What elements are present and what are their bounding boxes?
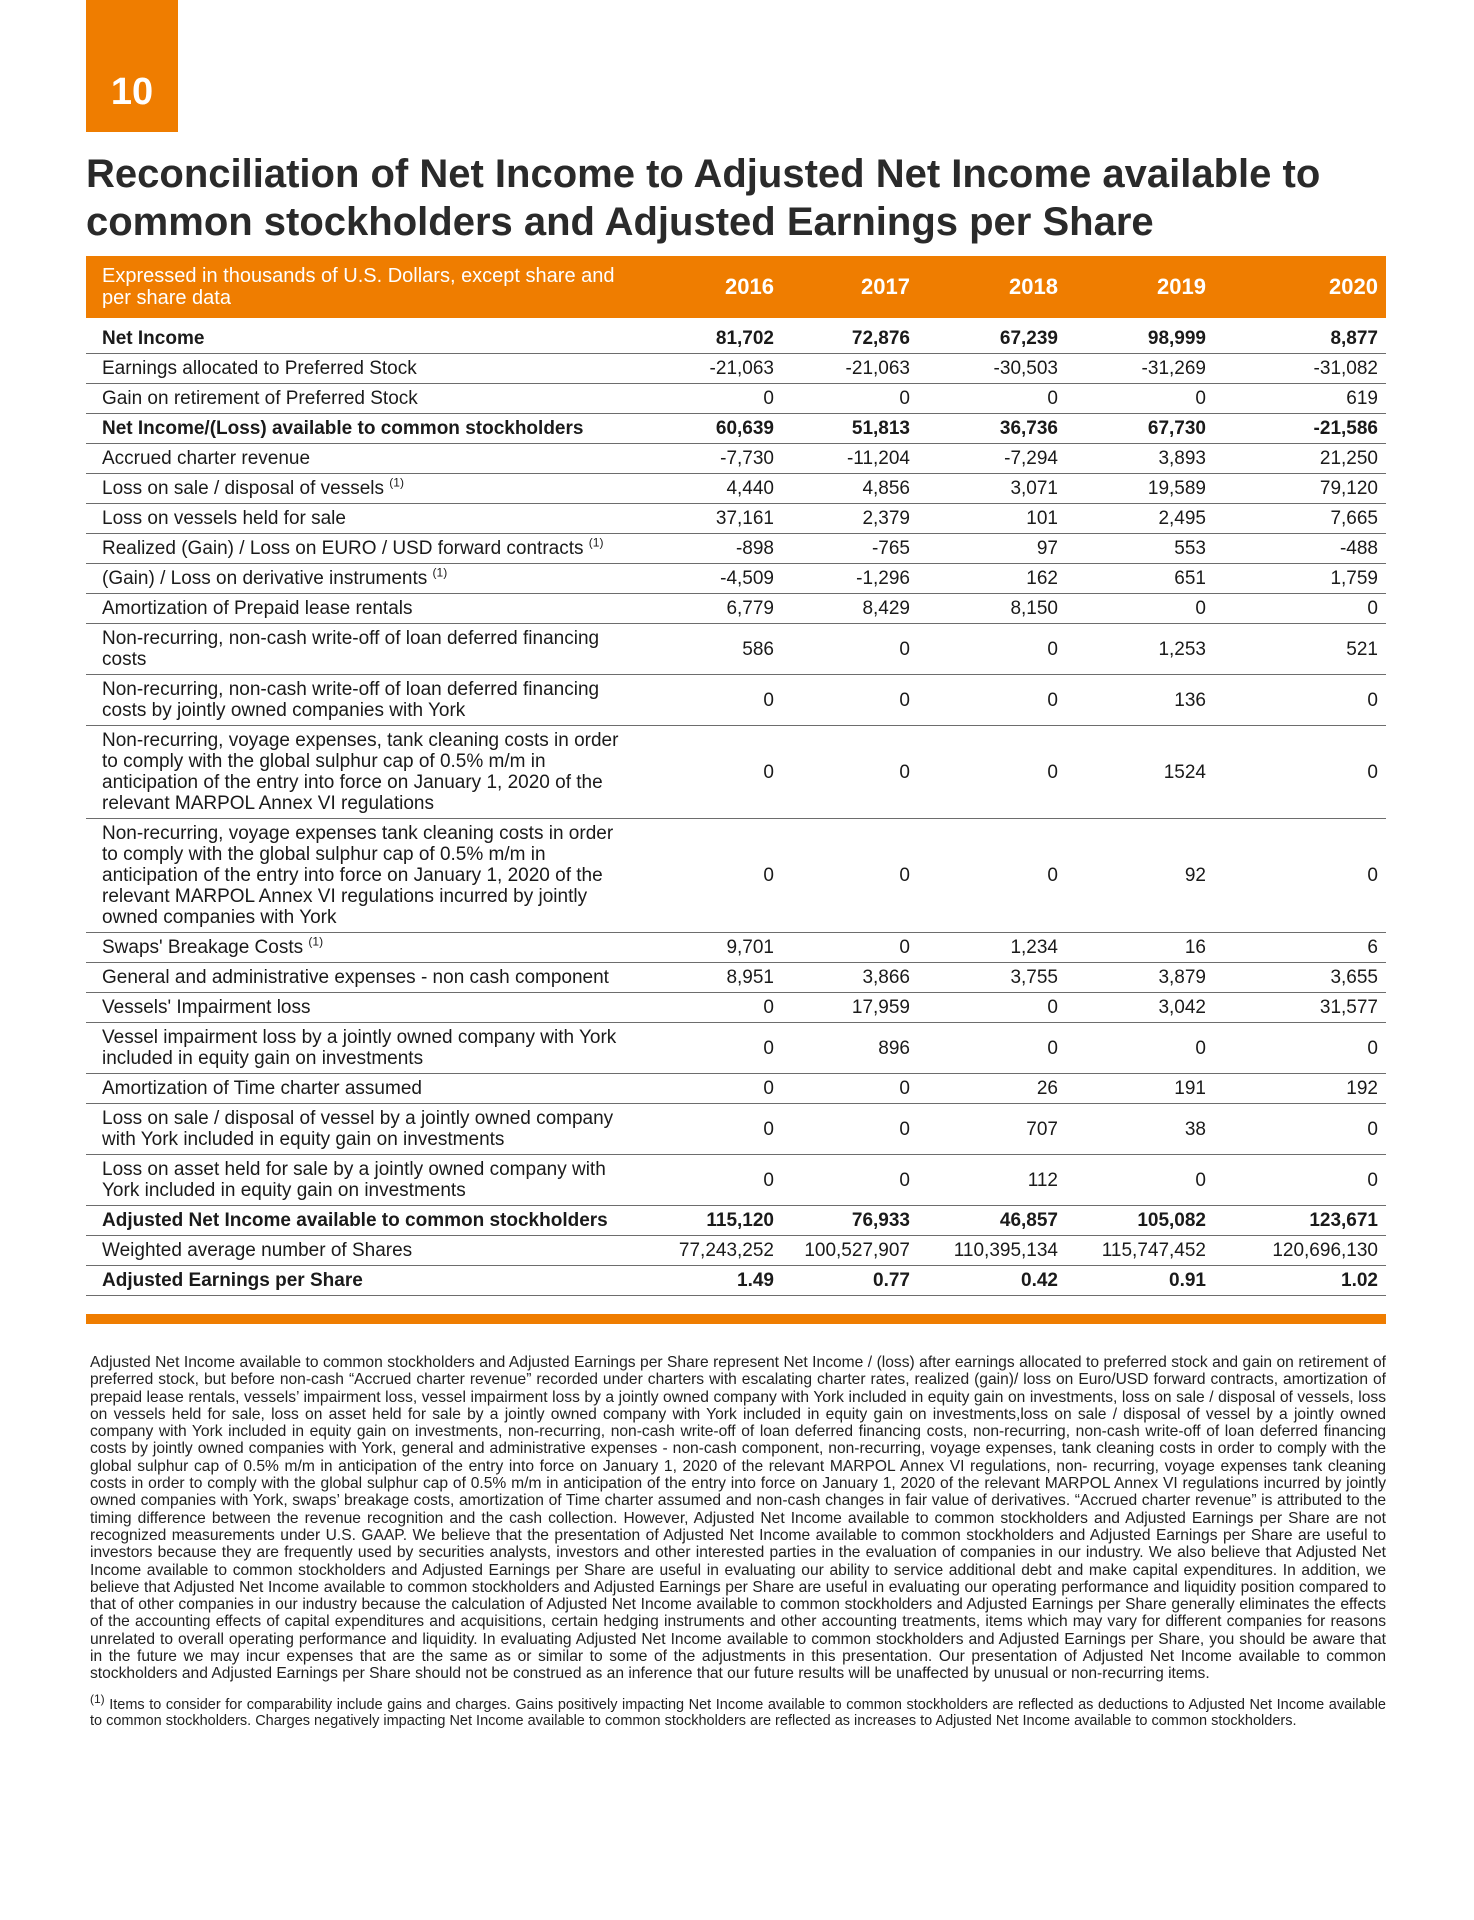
value-cell-2017: 17,959 [782,993,918,1023]
value-cell-2018: 0 [918,819,1066,933]
value-cell-2018: 162 [918,564,1066,594]
value-cell-2016: 0 [634,384,782,414]
value-cell-2020: 0 [1214,1023,1386,1074]
row-label-text: Amortization of Time charter assumed [102,1078,422,1099]
table-row [86,1266,1386,1296]
year-header: 2019 [1066,256,1214,318]
value-cell-2016: 9,701 [634,933,782,963]
value-cell-2017: 0 [782,1074,918,1104]
value-cell-2019: 19,589 [1066,474,1214,504]
table-row [86,414,1386,444]
value-cell-2019: 136 [1066,675,1214,726]
value-cell-2019: 651 [1066,564,1214,594]
page-number: 10 [110,71,154,113]
table-row [86,474,1386,504]
value-cell-2019: 3,879 [1066,963,1214,993]
value-cell-2016: 0 [634,1104,782,1155]
row-label-text: Non-recurring, voyage expenses tank cleaning costs in order to comply with the global sulphur cap of 0.5% m/m in anticipation of the entry into force on January 1, 2020 of the relevant MARPOL Annex VI regulations incurred by jointly owned companies with York [102,823,614,928]
value-cell-2020: 1.02 [1214,1266,1386,1296]
value-cell-2018: 0 [918,675,1066,726]
value-cell-2017: 0 [782,933,918,963]
row-label [86,444,634,474]
value-cell-2016: -7,730 [634,444,782,474]
row-label-text: Adjusted Earnings per Share [102,1270,363,1291]
value-cell-2020: 0 [1214,726,1386,819]
row-label-text: Weighted average number of Shares [102,1240,413,1261]
row-label-text: Non-recurring, non-cash write-off of loan deferred financing costs by jointly owned companies with York [102,679,600,721]
value-cell-2018: 46,857 [918,1206,1066,1236]
value-cell-2019: 0 [1066,1023,1214,1074]
value-cell-2020: 1,759 [1214,564,1386,594]
table-row [86,1155,1386,1206]
value-cell-2017: 8,429 [782,594,918,624]
table-row [86,819,1386,933]
table-row [86,534,1386,564]
value-cell-2016: 6,779 [634,594,782,624]
value-cell-2016: 0 [634,819,782,933]
value-cell-2017: 0 [782,1155,918,1206]
footnote-reference: (1) [432,565,448,580]
row-label [86,1236,634,1266]
value-cell-2017: 0 [782,1104,918,1155]
value-cell-2016: 0 [634,675,782,726]
value-cell-2018: 0 [918,624,1066,675]
table-row [86,594,1386,624]
row-label-text: Loss on asset held for sale by a jointly owned company with York included in equity gain on investments [102,1159,606,1201]
table-row [86,963,1386,993]
value-cell-2019: 553 [1066,534,1214,564]
row-label [86,624,634,675]
value-cell-2017: 72,876 [782,318,918,354]
value-cell-2020: 0 [1214,819,1386,933]
value-cell-2018: 0 [918,726,1066,819]
notes-section [90,1354,1386,1744]
table-row [86,675,1386,726]
page-title: Reconciliation of Net Income to Adjusted Net Income available to common stockholders and Adjusted Earnings per Share [86,152,1321,244]
value-cell-2016: 37,161 [634,504,782,534]
value-cell-2018: 3,755 [918,963,1066,993]
reconciliation-table-container [86,256,1386,1324]
value-cell-2020: -21,586 [1214,414,1386,444]
value-cell-2016: 77,243,252 [634,1236,782,1266]
row-label [86,675,634,726]
row-label-text: Swaps' Breakage Costs [102,937,304,958]
value-cell-2020: 3,655 [1214,963,1386,993]
table-row [86,993,1386,1023]
value-cell-2018: 0 [918,1023,1066,1074]
table-row [86,1104,1386,1155]
value-cell-2018: -7,294 [918,444,1066,474]
row-label [86,534,634,564]
value-cell-2019: 16 [1066,933,1214,963]
row-label-text: Accrued charter revenue [102,448,311,469]
footnote-reference: (1) [389,475,404,490]
row-label [86,963,634,993]
row-label-text: Non-recurring, voyage expenses, tank cleaning costs in order to comply with the global sulphur cap of 0.5% m/m in anticipation of the entry into force on January 1, 2020 of the relevant MARPOL Annex VI regulations [102,730,619,814]
value-cell-2017: -11,204 [782,444,918,474]
value-cell-2018: 1,234 [918,933,1066,963]
value-cell-2019: 98,999 [1066,318,1214,354]
footnote-marker: (1) [90,1691,105,1706]
row-label-text: (Gain) / Loss on derivative instruments [102,568,428,589]
value-cell-2017: 0 [782,624,918,675]
row-label [86,1155,634,1206]
value-cell-2020: -31,082 [1214,354,1386,384]
table-header-row [86,256,1386,318]
row-label-text: Loss on sale / disposal of vessels [102,478,384,499]
page-number-badge [86,0,178,132]
table-header-units: Expressed in thousands of U.S. Dollars, except share and per share data [86,256,634,318]
row-label-text: Amortization of Prepaid lease rentals [102,598,413,619]
value-cell-2016: 4,440 [634,474,782,504]
value-cell-2017: 0 [782,675,918,726]
footnote-text: Items to consider for comparability include gains and charges. Gains positively impacting Net Income available to common stockholders are reflected as deductions to Adjusted Net Income available to common stockholders. Charges negatively impacting Net Income available to common stockholders are reflected as increases to Adjusted Net Income available to common stockholders. [90,1696,1386,1730]
year-header: 2020 [1214,256,1386,318]
value-cell-2017: 0 [782,384,918,414]
value-cell-2019: 1,253 [1066,624,1214,675]
table-bottom-rule [86,1314,1386,1324]
value-cell-2016: -4,509 [634,564,782,594]
row-label [86,933,634,963]
value-cell-2018: 97 [918,534,1066,564]
row-label [86,384,634,414]
value-cell-2017: 4,856 [782,474,918,504]
value-cell-2017: 76,933 [782,1206,918,1236]
value-cell-2019: 38 [1066,1104,1214,1155]
value-cell-2018: 3,071 [918,474,1066,504]
value-cell-2016: 0 [634,726,782,819]
value-cell-2017: 896 [782,1023,918,1074]
row-label [86,318,634,354]
value-cell-2017: 0.77 [782,1266,918,1296]
table-row [86,933,1386,963]
value-cell-2018: 8,150 [918,594,1066,624]
row-label [86,1104,634,1155]
value-cell-2020: 0 [1214,675,1386,726]
row-label-text: Earnings allocated to Preferred Stock [102,358,417,379]
value-cell-2016: 0 [634,1074,782,1104]
row-label [86,414,634,444]
value-cell-2020: 31,577 [1214,993,1386,1023]
value-cell-2019: 0 [1066,594,1214,624]
row-label-text: Loss on sale / disposal of vessel by a jointly owned company with York included in equity gain on investments [102,1108,614,1150]
row-label-text: Adjusted Net Income available to common stockholders [102,1210,608,1231]
value-cell-2017: 0 [782,726,918,819]
row-label [86,1023,634,1074]
value-cell-2018: -30,503 [918,354,1066,384]
value-cell-2016: 0 [634,1023,782,1074]
value-cell-2018: 101 [918,504,1066,534]
row-label [86,993,634,1023]
table-row [86,1023,1386,1074]
value-cell-2018: 110,395,134 [918,1236,1066,1266]
row-label [86,1206,634,1236]
footnote-reference: (1) [308,934,324,949]
table-row [86,1236,1386,1266]
value-cell-2018: 26 [918,1074,1066,1104]
value-cell-2017: 3,866 [782,963,918,993]
table-row [86,444,1386,474]
table-row [86,318,1386,354]
value-cell-2019: 67,730 [1066,414,1214,444]
footnote [90,1691,1386,1730]
value-cell-2019: 191 [1066,1074,1214,1104]
value-cell-2020: 192 [1214,1074,1386,1104]
value-cell-2018: 67,239 [918,318,1066,354]
value-cell-2017: -21,063 [782,354,918,384]
value-cell-2016: 115,120 [634,1206,782,1236]
table-row [86,354,1386,384]
row-label [86,819,634,933]
table-body [86,318,1386,1296]
table-row [86,384,1386,414]
row-label [86,564,634,594]
row-label [86,354,634,384]
value-cell-2016: 81,702 [634,318,782,354]
year-header: 2017 [782,256,918,318]
table-row [86,504,1386,534]
value-cell-2020: 0 [1214,1155,1386,1206]
value-cell-2016: 0 [634,1155,782,1206]
value-cell-2020: 7,665 [1214,504,1386,534]
value-cell-2019: 3,893 [1066,444,1214,474]
value-cell-2020: 521 [1214,624,1386,675]
table-row [86,624,1386,675]
row-label-text: Vessel impairment loss by a jointly owned company with York included in equity gain on investments [102,1027,617,1069]
value-cell-2017: 2,379 [782,504,918,534]
row-label-text: Net Income/(Loss) available to common stockholders [102,418,584,439]
year-header: 2016 [634,256,782,318]
row-label-text: Non-recurring, non-cash write-off of loan deferred financing costs [102,628,600,670]
explanatory-paragraph: Adjusted Net Income available to common stockholders and Adjusted Earnings per Share represent Net Income / (loss) after earnings allocated to preferred stock and gain on retirement of preferred stock, but before non-cash “Accrued charter revenue” recorded under charters with escalating charter rates, realized (gain)/ loss on Euro/USD forward contracts, amortization of prepaid lease rentals, vessels’ impairment loss, vessel impairment loss by a jointly owned company with York included in equity gain on investments, loss on sale / disposal of vessels, loss on vessels held for sale, loss on asset held for sale by a jointly owned company with York included in equity gain on investments,loss on sale / disposal of vessel by a jointly owned company with York included in equity gain on investments, non-recurring, non-cash write-off of loan deferred financing costs, non-recurring, non-cash write-off of loan deferred financing costs by jointly owned companies with York, general and administrative expenses - non-cash component, non-recurring, voyage expenses, tank cleaning costs in order to comply with the global sulphur cap of 0.5% m/m in anticipation of the entry into force on January 1, 2020 of the relevant MARPOL Annex VI regulations, non- recurring, voyage expenses tank cleaning costs in order to comply with the global sulphur cap of 0.5% m/m in anticipation of the entry into force on January 1, 2020 of the relevant MARPOL Annex VI regulations incurred by jointly owned companies with York, swaps’ breakage costs, amortization of Time charter assumed and non-cash changes in fair value of derivatives. “Accrued charter revenue” is attributed to the timing difference between the revenue recognition and the cash collection. However, Adjusted Net Income available to common stockholders and Adjusted Earnings per Share are not recognized measurements under U.S. GAAP. We believe that the presentation of Adjusted Net Income available to common stockholders and Adjusted Earnings per Share are useful to investors because they are frequently used by securities analysts, investors and other interested parties in the evaluation of companies in our industry. We also believe that Adjusted Net Income available to common stockholders and Adjusted Earnings per Share are useful in evaluating our ability to service additional debt and make capital expenditures. In addition, we believe that Adjusted Net Income available to common stockholders and Adjusted Earnings per Share are useful in evaluating our operating performance and liquidity position compared to that of other companies in our industry because the calculation of Adjusted Net Income available to common stockholders and Adjusted Earnings per Share generally eliminates the effects of the accounting effects of capital expenditures and acquisitions, certain hedging instruments and other accounting treatments, items which may vary for different companies for reasons unrelated to overall operating performance and liquidity. In evaluating Adjusted Net Income available to common stockholders and Adjusted Earnings per Share, you should be aware that in the future we may incur expenses that are the same as or similar to some of the adjustments in this presentation. Our presentation of Adjusted Net Income available to common stockholders and Adjusted Earnings per Share should not be construed as an inference that our future results will be unaffected by unusual or non-recurring items. [90,1354,1386,1683]
table-row [86,564,1386,594]
row-label [86,1074,634,1104]
reconciliation-table [86,256,1386,1296]
value-cell-2019: 0.91 [1066,1266,1214,1296]
value-cell-2016: 586 [634,624,782,675]
value-cell-2016: 60,639 [634,414,782,444]
value-cell-2018: 0 [918,384,1066,414]
value-cell-2020: 21,250 [1214,444,1386,474]
row-label [86,1266,634,1296]
value-cell-2017: 0 [782,819,918,933]
value-cell-2019: 0 [1066,384,1214,414]
value-cell-2020: 0 [1214,594,1386,624]
value-cell-2016: -21,063 [634,354,782,384]
value-cell-2020: -488 [1214,534,1386,564]
row-label-text: General and administrative expenses - non cash component [102,967,609,988]
value-cell-2019: 115,747,452 [1066,1236,1214,1266]
value-cell-2016: 1.49 [634,1266,782,1296]
value-cell-2016: -898 [634,534,782,564]
value-cell-2020: 120,696,130 [1214,1236,1386,1266]
table-row [86,1074,1386,1104]
row-label-text: Gain on retirement of Preferred Stock [102,388,418,409]
year-header: 2018 [918,256,1066,318]
value-cell-2019: -31,269 [1066,354,1214,384]
value-cell-2020: 619 [1214,384,1386,414]
row-label [86,504,634,534]
table-row [86,1206,1386,1236]
value-cell-2020: 0 [1214,1104,1386,1155]
value-cell-2019: 2,495 [1066,504,1214,534]
value-cell-2019: 3,042 [1066,993,1214,1023]
value-cell-2019: 105,082 [1066,1206,1214,1236]
value-cell-2020: 6 [1214,933,1386,963]
row-label-text: Vessels' Impairment loss [102,997,311,1018]
value-cell-2018: 36,736 [918,414,1066,444]
value-cell-2017: -1,296 [782,564,918,594]
value-cell-2019: 92 [1066,819,1214,933]
value-cell-2019: 0 [1066,1155,1214,1206]
row-label-text: Net Income [102,328,205,349]
row-label [86,474,634,504]
value-cell-2018: 0.42 [918,1266,1066,1296]
value-cell-2018: 707 [918,1104,1066,1155]
value-cell-2019: 1524 [1066,726,1214,819]
value-cell-2016: 0 [634,993,782,1023]
row-label-text: Loss on vessels held for sale [102,508,346,529]
value-cell-2017: 51,813 [782,414,918,444]
footnote-reference: (1) [588,535,604,550]
value-cell-2017: -765 [782,534,918,564]
row-label [86,594,634,624]
table-row [86,726,1386,819]
row-label [86,726,634,819]
row-label-text: Realized (Gain) / Loss on EURO / USD forward contracts [102,538,584,559]
value-cell-2018: 0 [918,993,1066,1023]
value-cell-2020: 123,671 [1214,1206,1386,1236]
value-cell-2016: 8,951 [634,963,782,993]
value-cell-2020: 8,877 [1214,318,1386,354]
value-cell-2018: 112 [918,1155,1066,1206]
value-cell-2020: 79,120 [1214,474,1386,504]
value-cell-2017: 100,527,907 [782,1236,918,1266]
